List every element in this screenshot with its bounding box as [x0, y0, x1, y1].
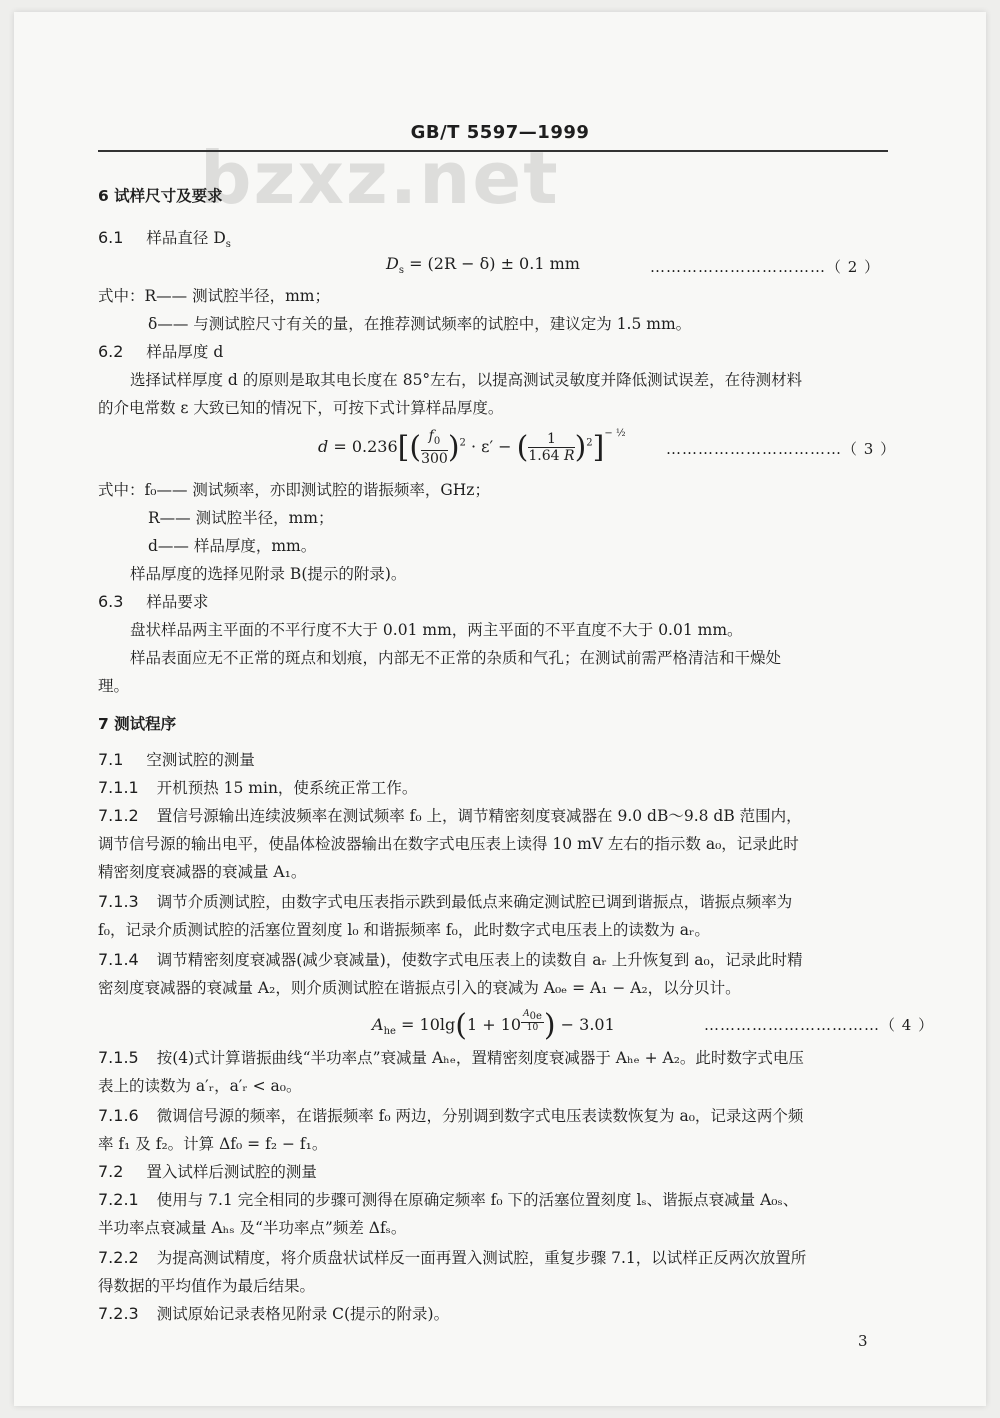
section-title: 空测试腔的测量	[146, 751, 255, 769]
section-6-1-heading: 6.1 样品直径 $D_s$	[98, 228, 231, 251]
clause-7-1-4: 7.1.4 调节精密刻度衰减器(减少衰减量)，使数字式电压表上的读数自 aᵣ 上升恢复到 a₀，记录此时精	[98, 950, 803, 969]
paragraph-line: 密刻度衰减器的衰减量 A₂，则介质测试腔在谐振点引入的衰减为 A₀ₑ = A₁ − A₂，以分贝计。	[98, 979, 741, 997]
paragraph-line: 表上的读数为 a′ᵣ，a′ᵣ < a₀。	[98, 1077, 302, 1095]
paragraph-line: 半功率点衰减量 Aₕₛ 及“半功率点”频差 Δfₛ。	[98, 1219, 407, 1237]
equation-number-3: ……………………………（ 3 ）	[666, 440, 897, 458]
paragraph-line: 的介电常数 ε 大致已知的情况下，可按下式计算样品厚度。	[98, 399, 504, 417]
section-number: 7.1	[98, 750, 124, 769]
clause-7-2-3: 7.2.3 测试原始记录表格见附录 C(提示的附录)。	[98, 1304, 450, 1323]
section-title: 样品要求	[146, 593, 209, 611]
watermark: bzxz.net	[200, 136, 560, 220]
section-title: 置入试样后测试腔的测量	[146, 1163, 317, 1181]
where-line-2: δ—— 与测试腔尺寸有关的量，在推荐测试频率的试腔中，建议定为 1.5 mm。	[148, 315, 692, 333]
paragraph-line: 样品表面应无不正常的斑点和划痕，内部无不正常的杂质和气孔；在测试前需严格清洁和干燥处	[130, 649, 782, 667]
paragraph-line: 选择试样厚度 d 的原则是取其电长度在 85°左右，以提高测试灵敏度并降低测试误差，在待测材料	[130, 371, 803, 389]
clause-7-1-2: 7.1.2 置信号源输出连续波频率在测试频率 f₀ 上，调节精密刻度衰减器在 9.0 dB～9.8 dB 范围内，	[98, 806, 802, 825]
where-line-5: d—— 样品厚度，mm。	[148, 537, 317, 555]
formula-2: $D_s = (2R - \delta) \pm 0.1$ mm	[386, 254, 580, 277]
paragraph-line: 率 f₁ 及 f₂。计算 Δf₀ = f₂ − f₁。	[98, 1135, 328, 1153]
paragraph-line: 得数据的平均值作为最后结果。	[98, 1277, 316, 1295]
section-title: 样品直径 D	[146, 229, 226, 247]
equation-number-4: ……………………………（ 4 ）	[704, 1016, 935, 1034]
section-number: 6.2	[98, 342, 124, 361]
section-title: 样品厚度 d	[146, 343, 224, 361]
clause-7-2-1: 7.2.1 使用与 7.1 完全相同的步骤可测得在原确定频率 f₀ 下的活塞位置刻度 lₛ、谐振点衰减量 A₀ₛ、	[98, 1190, 799, 1209]
page-header: GB/T 5597—1999	[410, 122, 590, 143]
where-line-3: 式中：f₀—— 测试频率，亦即测试腔的谐振频率，GHz；	[98, 481, 490, 499]
section-number: 6.1	[98, 228, 124, 247]
clause-7-1-3: 7.1.3 调节介质测试腔，由数字式电压表指示跌到最低点来确定测试腔已调到谐振点，谐振点频率为	[98, 892, 793, 911]
clause-7-1-1: 7.1.1 开机预热 15 min，使系统正常工作。	[98, 778, 418, 797]
formula-4: $A_{he} = 10\lg(1 + 10$ $^{\frac{A_{0e}}{10}}$ ) − 3.01	[372, 1008, 615, 1043]
paragraph-line: 精密刻度衰减器的衰减量 A₁。	[98, 863, 307, 881]
clause-7-1-5: 7.1.5 按(4)式计算谐振曲线“半功率点”衰减量 Aₕₑ，置精密刻度衰减器于 Aₕₑ + A₂。此时数字式电压	[98, 1048, 804, 1067]
section-number: 6.3	[98, 592, 124, 611]
section-7-2-heading	[98, 1160, 317, 1184]
paragraph-line: f₀，记录介质测试腔的活塞位置刻度 l₀ 和谐振频率 f₀，此时数字式电压表上的读数为 aᵣ。	[98, 921, 710, 939]
formula-2-rhs: = (2R − δ) ± 0.1 mm	[409, 254, 580, 273]
equation-number-2: ……………………………（ 2 ）	[650, 258, 881, 276]
page-number: 3	[858, 1332, 868, 1350]
paragraph-line: 盘状样品两主平面的不平行度不大于 0.01 mm，两主平面的不平直度不大于 0.01 mm。	[130, 621, 743, 639]
section-7-1-heading	[98, 748, 255, 772]
section-6-2-heading	[98, 340, 223, 364]
paragraph-line: 样品厚度的选择见附录 B(提示的附录)。	[130, 565, 407, 583]
section-6-3-heading	[98, 590, 208, 614]
section-7-heading: 7 测试程序	[98, 715, 177, 733]
section-number: 7.2	[98, 1162, 124, 1181]
clause-7-2-2: 7.2.2 为提高测试精度，将介质盘状试样反一面再置入测试腔，重复步骤 7.1，以试样正反两次放置所	[98, 1248, 807, 1267]
paragraph-line: 调节信号源的输出电平，使晶体检波器输出在数字式电压表上读得 10 mV 左右的指示数 a₀，记录此时	[98, 835, 799, 853]
where-line-1: 式中：R—— 测试腔半径，mm；	[98, 287, 330, 305]
header-rule	[98, 150, 888, 152]
section-6-heading: 6 试样尺寸及要求	[98, 187, 223, 205]
clause-7-1-6: 7.1.6 微调信号源的频率，在谐振频率 f₀ 两边，分别调到数字式电压表读数恢复为 a₀，记录这两个频	[98, 1106, 804, 1125]
where-line-4: R—— 测试腔半径，mm；	[148, 509, 334, 527]
formula-3: d = 0.236[( $\frac{f_0}{300}$ )$^2$ · ε′ − ( $\frac{1}{1.64 R}$ )$^2$]$^{- \frac{1}{2}}$	[318, 427, 626, 467]
paragraph-line: 理。	[98, 677, 130, 695]
